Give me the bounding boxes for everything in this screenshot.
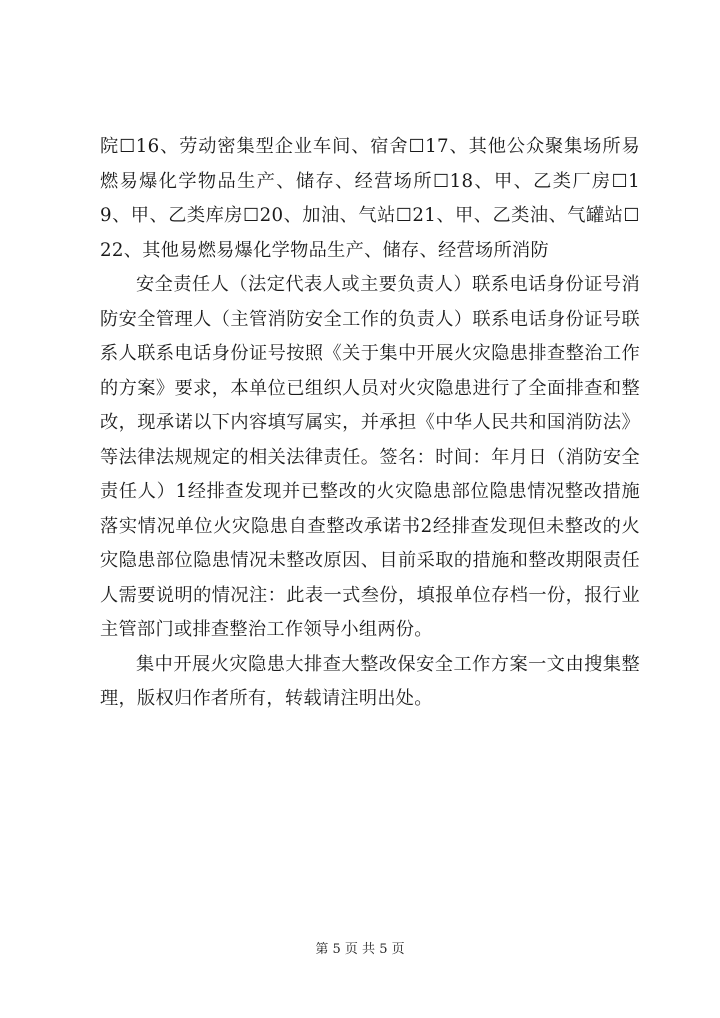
paragraph-safety-pledge: 安全责任人（法定代表人或主要负责人）联系电话身份证号消防安全管理人（主管消防安全工作的负责人）联系电话身份证号联系人联系电话身份证号按照《关于集中开展火灾隐患排查整治工作的方案》要求，本单位已组织人员对火灾隐患进行了全面排查和整改，现承诺以下内容填写属实，并承担《中华人民共和国消防法》等法律法规规定的相关法律责任。签名：时间：年月日（消防安全责任人）1经排查发现并已整改的火灾隐患部位隐患情况整改措施落实情况单位火灾隐患自查整改承诺书2经排查发现但未整改的火灾隐患部位隐患情况未整改原因、目前采取的措施和整改期限责任人需要说明的情况注：此表一式叁份，填报单位存档一份，报行业主管部门或排查整治工作领导小组两份。 bbox=[100, 274, 640, 640]
page-number-footer: 第 5 页 共 5 页 bbox=[315, 942, 405, 957]
paragraph-fire-site-categories: 院☐16、劳动密集型企业车间、宿舍☐17、其他公众聚集场所易燃易爆化学物品生产、储存、经营场所☐18、甲、乙类厂房☐19、甲、乙类库房☐20、加油、气站☐21、甲、乙类油、气罐站☐22、其他易燃易爆化学物品生产、储存、经营场所消防 bbox=[100, 136, 640, 261]
paragraph-copyright-note: 集中开展火灾隐患大排查大整改保安全工作方案一文由搜集整理，版权归作者所有，转载请注明出处。 bbox=[100, 653, 640, 709]
document-body bbox=[100, 130, 640, 717]
